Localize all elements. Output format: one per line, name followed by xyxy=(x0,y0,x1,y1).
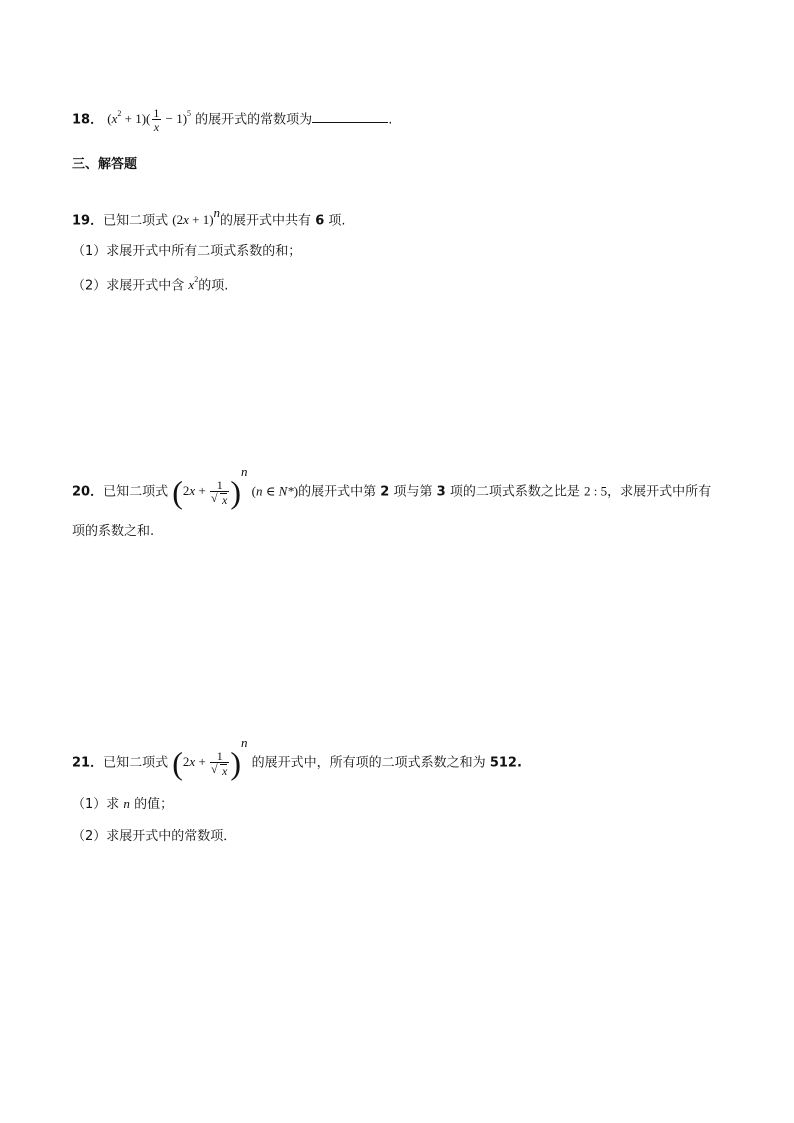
question-19-part-2 xyxy=(72,272,228,296)
question-number: 18． xyxy=(72,112,104,128)
question-number: 19． xyxy=(72,213,104,229)
math-expression: $(2x + 1)^n$ xyxy=(172,205,221,228)
part-text: 的项. xyxy=(198,278,229,294)
term-index: 2 xyxy=(380,484,390,500)
question-number: 21． xyxy=(72,755,104,771)
question-20-line-2: 项的系数之和. xyxy=(72,524,155,539)
question-text: 已知二项式 xyxy=(103,213,169,229)
part-text: （1）求 xyxy=(72,797,120,812)
math-expression: $x^2$ xyxy=(188,275,199,293)
question-text: 项与第 xyxy=(393,484,433,500)
question-21 xyxy=(72,735,522,782)
question-19-part-1: （1）求展开式中所有二项式系数的和； xyxy=(72,244,302,259)
question-text: 的展开式中第 xyxy=(298,484,377,500)
ratio: 2 : 5 xyxy=(583,483,608,499)
math-expression: (2x + 1 √ x )$^n$ xyxy=(172,483,247,498)
question-18 xyxy=(72,106,392,133)
question-text: 已知二项式 xyxy=(103,755,169,771)
question-number: 20． xyxy=(72,484,104,500)
question-text: 项的二项式系数之比是 xyxy=(449,484,580,500)
math-expression: (2x + 1 √ x )$^n$ xyxy=(172,754,247,769)
question-text: 已知二项式 xyxy=(103,484,169,500)
math-expression: $(x^2 + 1)$( $\frac{1}{x}$ − 1)$^5$ xyxy=(107,106,192,135)
variable: n xyxy=(123,796,130,811)
question-end: . xyxy=(516,755,522,771)
section-title: 三、解答题 xyxy=(72,157,138,172)
term-index: 3 xyxy=(436,484,446,500)
question-21-part-2: （2）求展开式中的常数项． xyxy=(72,829,237,844)
question-21-part-1 xyxy=(72,794,173,815)
condition: (n ∈ N*) xyxy=(251,483,299,499)
question-text: ，求展开式中所有 xyxy=(607,484,712,500)
question-19 xyxy=(72,205,346,231)
question-text: 项. xyxy=(328,213,346,229)
answer-blank[interactable] xyxy=(312,110,388,123)
part-text: （2）求展开式中含 xyxy=(72,278,185,294)
question-text: 的展开式中共有 xyxy=(220,213,312,229)
question-end: . xyxy=(388,112,393,128)
part-text: 的值； xyxy=(134,797,174,812)
question-text: 的展开式中，所有项的二项式系数之和为 xyxy=(251,755,486,771)
question-text: 的展开式的常数项为 xyxy=(195,112,313,128)
question-20 xyxy=(72,464,712,511)
coefficient-sum: 512 xyxy=(489,755,517,771)
term-count: 6 xyxy=(315,213,325,229)
